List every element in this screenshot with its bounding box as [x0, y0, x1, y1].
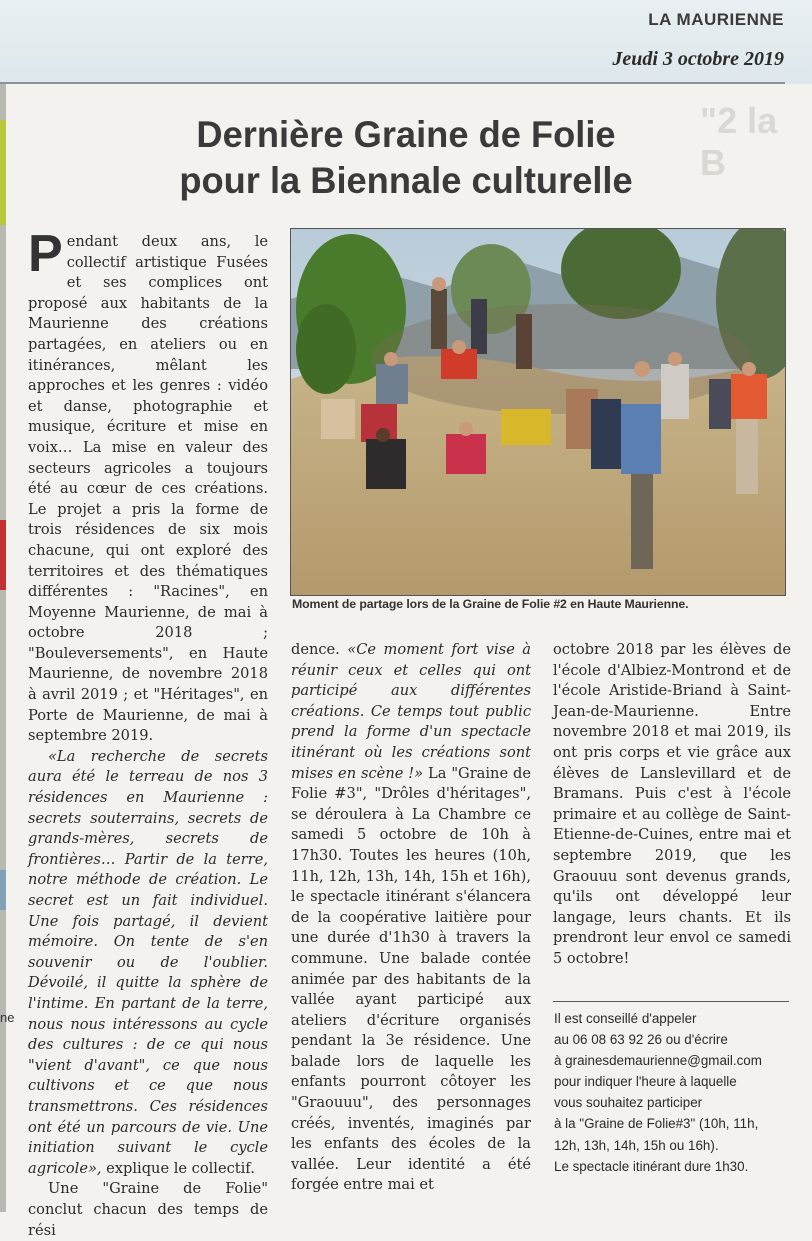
publication-date: Jeudi 3 octobre 2019 — [612, 48, 784, 70]
info-line: Il est conseillé d'appeler — [554, 1011, 697, 1026]
info-line: à grainesdemaurienne@gmail.com — [554, 1053, 762, 1069]
event-details: La "Graine de Folie #3", "Drôles d'héritages", se déroulera à La Chambre ce samedi 5 octobre de 10h à 17h30. Toutes les heures (10h, 11h, 12h, 13h, 14h, 15h et 16h), le spectacle itinérant s'élancera de la coopérative laitière pour une durée d'1h30 à travers la commune. Une balade contée animée par des habitants de la vallée ayant participé aux ateliers d'écriture organisés pendant la 3e résidence. Une balade lors de laquelle les enfants pourront côtoyer les "Graouuu", des personnages créés, inventés, imaginés par les enfants des écoles de la vallée. Leur identité a été forgée entre mai et — [291, 764, 531, 1194]
headline-line-2: pour la Biennale culturelle — [179, 160, 633, 201]
info-box — [554, 1008, 792, 1177]
event-quote: «Ce moment fort vise à réunir ceux et celles qui ont participé aux différentes créations. Ce temps tout public prend la forme d'un spectacle itinérant où les créations sont mises en scène !» — [291, 641, 532, 782]
info-line: Le spectacle itinérant dure 1h30. — [554, 1158, 749, 1174]
edge-color-mark-blue — [0, 870, 6, 910]
info-line: pour indiquer l'heure à laquelle — [554, 1074, 737, 1090]
newspaper-name: LA MAURIENNE — [648, 10, 784, 29]
page-edge-strip — [0, 84, 6, 1212]
show-through-text: "2 la B — [700, 100, 778, 183]
article-column-3 — [553, 640, 791, 970]
article-column-1 — [28, 225, 268, 1241]
article-paragraph-2 — [28, 747, 268, 1179]
photo-illustration — [291, 229, 785, 595]
masthead-divider — [0, 82, 785, 84]
article-paragraph-3-end: octobre 2018 par les élèves de l'école d'Albiez-Montrond et de l'école Aristide-Briand à Saint-Jean-de-Maurienne. Entre novembre 2018 et mai 2019, ils ont pris corps et vie grâce aux élèves de Lanslevillard et de Bramans. Puis c'est à l'école primaire et au collège de Saint-Etienne-de-Cuines, entre mai et septembre 2019, que les Graouuu sont devenus grands, qu'ils ont développé leur langage, leurs chants. Et ils prendront leur envol ce samedi 5 octobre! — [553, 641, 791, 967]
photo-caption: Moment de partage lors de la Graine de Folie #2 en Haute Maurienne. — [292, 597, 689, 611]
article-paragraph-3 — [28, 1179, 268, 1241]
edge-color-mark-green — [0, 120, 6, 225]
article-column-2 — [291, 640, 531, 1196]
paragraph-3-continuation: dence. — [291, 641, 348, 658]
info-line: au 06 08 63 92 26 ou d'écrire — [554, 1032, 728, 1048]
info-line: 12h, 13h, 14h, 15h ou 16h). — [554, 1137, 719, 1153]
headline-line-1: Dernière Graine de Folie — [196, 114, 616, 155]
paragraph-1-text: endant deux ans, le collectif artistique Fusées et ses complices ont proposé aux habitants de la Maurienne des créations partagées, en ateliers ou en itinérances, mêlant les approches et les genres : vidéo et danse, photographie et musique, écriture et mise en voix… La mise en valeur des secteurs agricoles a toujours été au cœur de ces créations. Le projet a pris la forme de trois résidences de six mois chacune, qui ont exploré des territoires et des thématiques différentes : "Racines", en Moyenne Maurienne, de mai à octobre 2018 ; "Bouleversements", en Haute Maurienne, de novembre 2018 à avril 2019 ; et "Héritages", en Porte de Maurienne, de mai à septembre 2019. — [28, 233, 268, 745]
adjacent-page-fragment: ne — [0, 1010, 15, 1025]
drop-cap: P — [28, 225, 63, 283]
edge-color-mark-red — [0, 520, 6, 590]
info-line: vous souhaitez participer — [554, 1095, 703, 1111]
article-paragraph-3-cont — [291, 640, 531, 1196]
article-paragraph-1 — [28, 225, 268, 747]
info-line: à la "Graine de Folie#3" (10h, 11h, — [554, 1116, 759, 1132]
paragraph-3-start: Une "Graine de Folie" conclut chacun des temps de rési — [28, 1180, 268, 1239]
quote-attribution: explique le collectif. — [101, 1159, 255, 1177]
info-box-divider — [553, 1001, 789, 1002]
collective-quote: «La recherche de secrets aura été le terreau de nos 3 résidences en Maurienne : secrets souterrains, secrets de grands-mères, secrets de frontières… Partir de la terre, notre méthode de création. Le secret est un fait individuel. Une fois partagé, il devient mémoire. On tente de s'en souvenir ou de l'oublier. Dévoilé, il quitte la sphère de l'intime. En partant de la terre, nous nous intéressons au cycle des cultures : de ce qui nous "vient d'avant", ce que nous cultivons et ce que nous transmettrons. Ces résidences ont été un parcours de vie. Une initiation suivant le cycle agricole», — [28, 747, 268, 1177]
article-photo — [290, 228, 786, 596]
article-headline — [8, 112, 804, 204]
